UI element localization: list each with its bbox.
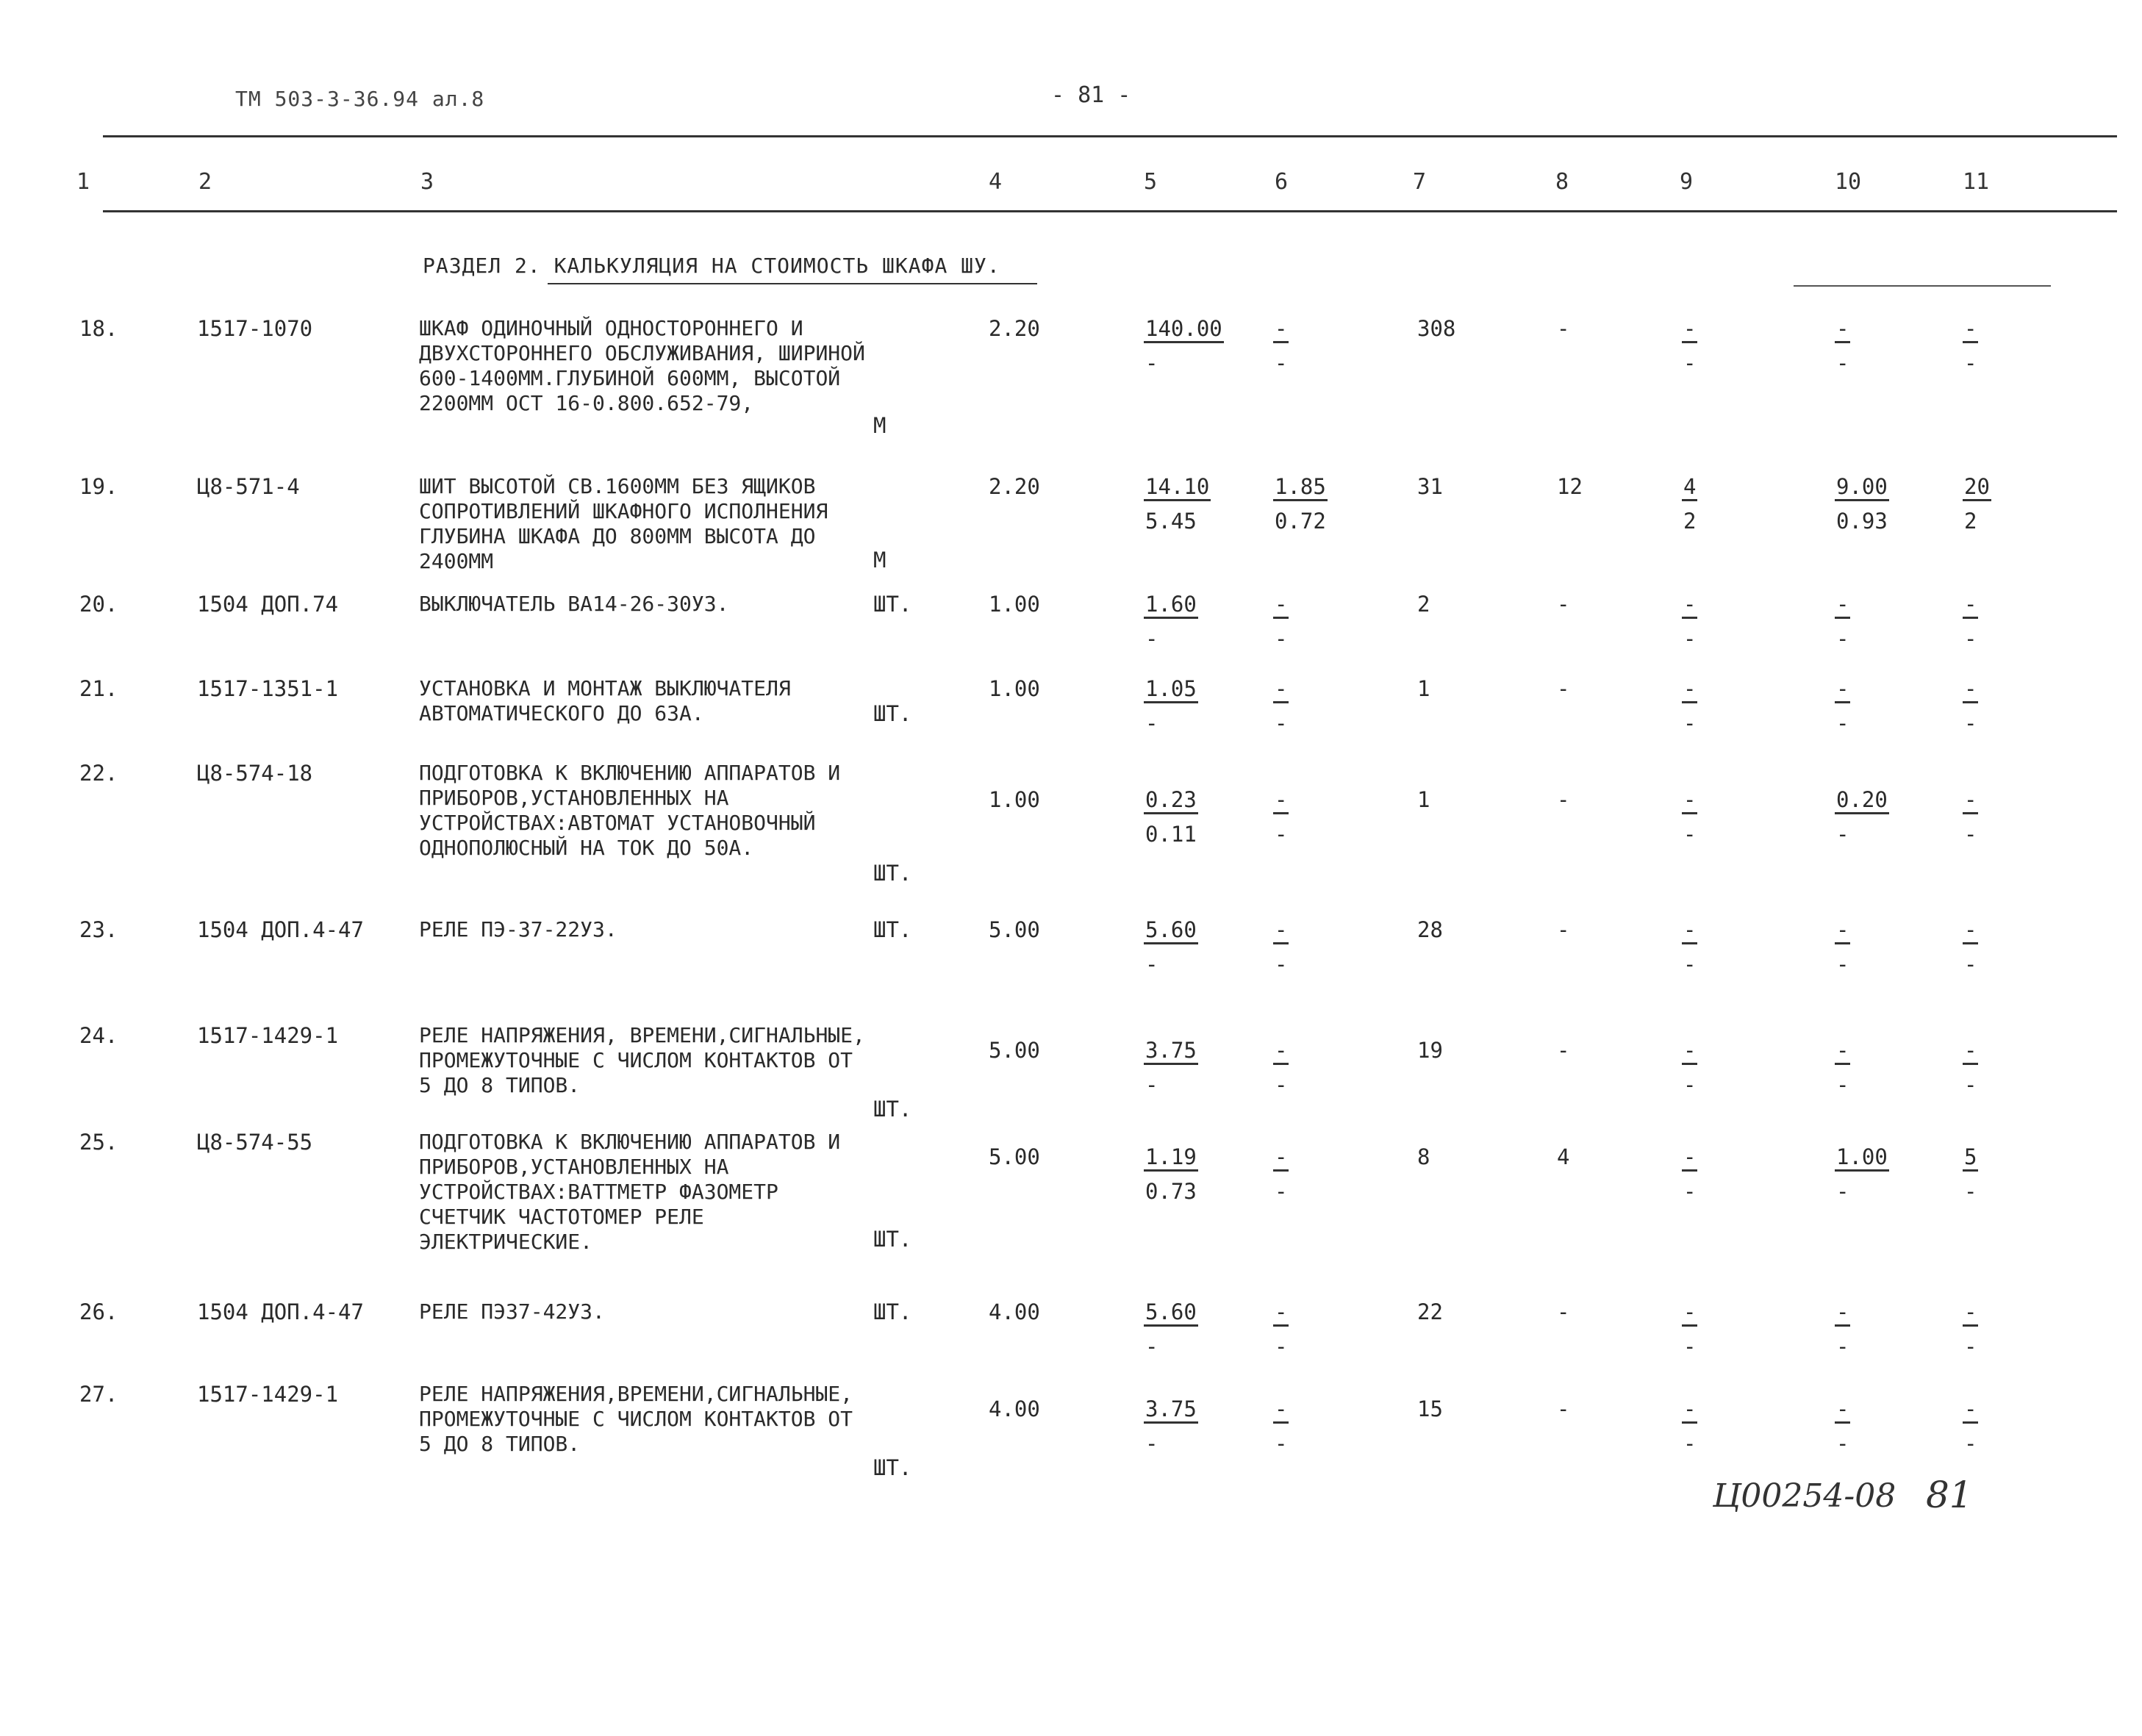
fraction-bottom: -: [1836, 711, 1849, 736]
price-code: 1504 ДОП.4-47: [197, 917, 364, 942]
quantity: 2.20: [989, 474, 1040, 499]
value-cell-c7: 8: [1417, 1144, 1430, 1169]
quantity: 2.20: [989, 316, 1040, 341]
value-cell-c8: -: [1557, 917, 1570, 942]
fraction-bottom: -: [1836, 952, 1849, 977]
quantity: 4.00: [989, 1299, 1040, 1324]
fraction-bottom: -: [1836, 1179, 1849, 1204]
fraction-cell-c9: [1682, 1396, 1697, 1456]
fraction-cell-c5: [1144, 1144, 1198, 1204]
fraction-cell-c11: [1963, 316, 1978, 376]
fraction-cell-c6: [1273, 1299, 1289, 1359]
quantity: 5.00: [989, 1038, 1040, 1063]
price-code: 1517-1351-1: [197, 676, 339, 701]
unit-of-measure: ШТ.: [873, 1299, 912, 1324]
fraction-bottom: -: [1683, 1179, 1697, 1204]
value-cell-c8: -: [1557, 787, 1570, 812]
fraction-cell-c11: [1963, 1299, 1978, 1359]
fraction-cell-c5: [1144, 474, 1211, 534]
fraction-top: -: [1273, 592, 1289, 619]
fraction-cell-c11: [1963, 787, 1978, 847]
fraction-cell-c11: [1963, 1144, 1978, 1204]
fraction-bottom: -: [1275, 822, 1288, 847]
fraction-bottom: 0.72: [1275, 509, 1326, 534]
fraction-bottom: 0.11: [1145, 822, 1197, 847]
value-cell-c7: 2: [1417, 592, 1430, 617]
column-number: 1: [76, 169, 90, 195]
unit-of-measure: М: [873, 548, 886, 573]
quantity: 4.00: [989, 1396, 1040, 1421]
fraction-top: -: [1963, 787, 1978, 814]
value-cell-c7: 1: [1417, 676, 1430, 701]
fraction-cell-c11: [1963, 1038, 1978, 1097]
page-label: - 81 -: [1051, 82, 1131, 108]
fraction-bottom: 2: [1964, 509, 1977, 534]
row-number: 24.: [79, 1023, 118, 1048]
section-title-underline: [1794, 285, 2051, 287]
row-number: 23.: [79, 917, 118, 942]
top-rule: [103, 135, 2117, 137]
fraction-top: 3.75: [1144, 1038, 1198, 1065]
fraction-cell-c9: [1682, 1038, 1697, 1097]
work-description: ШКАФ ОДИНОЧНЫЙ ОДНОСТОРОННЕГО И ДВУХСТОРОННЕГО ОБСЛУЖИВАНИЯ, ШИРИНОЙ 600-1400ММ.ГЛУБИНОЙ 600ММ, ВЫСОТОЙ 2200ММ ОСТ 16-0.800.652-79,: [419, 316, 865, 415]
price-code: 1517-1070: [197, 316, 313, 341]
fraction-cell-c10: [1835, 316, 1850, 376]
column-number: 3: [420, 169, 434, 195]
fraction-bottom: -: [1275, 626, 1288, 651]
fraction-cell-c9: [1682, 592, 1697, 651]
value-cell-c7: 28: [1417, 917, 1443, 942]
fraction-cell-c11: [1963, 474, 1991, 534]
fraction-top: 9.00: [1835, 474, 1889, 501]
fraction-top: -: [1835, 1299, 1850, 1327]
fraction-bottom: -: [1275, 711, 1288, 736]
fraction-cell-c5: [1144, 1299, 1198, 1359]
fraction-bottom: -: [1275, 1072, 1288, 1097]
fraction-bottom: -: [1275, 351, 1288, 376]
fraction-bottom: -: [1964, 711, 1977, 736]
fraction-cell-c9: [1682, 676, 1697, 736]
price-code: Ц8-574-18: [197, 761, 313, 786]
fraction-cell-c9: [1682, 474, 1697, 534]
fraction-bottom: -: [1964, 1334, 1977, 1359]
fraction-cell-c10: [1835, 1396, 1850, 1456]
value-cell-c8: -: [1557, 316, 1570, 341]
fraction-top: -: [1273, 1144, 1289, 1172]
fraction-bottom: -: [1683, 1334, 1697, 1359]
work-description: ШИТ ВЫСОТОЙ СВ.1600ММ БЕЗ ЯЩИКОВ СОПРОТИВЛЕНИЙ ШКАФНОГО ИСПОЛНЕНИЯ ГЛУБИНА ШКАФА ДО 800ММ ВЫСОТА ДО 2400ММ: [419, 474, 828, 573]
fraction-bottom: -: [1964, 626, 1977, 651]
document-reference: ТМ 503-3-36.94 ал.8: [235, 87, 485, 111]
fraction-cell-c10: [1835, 1038, 1850, 1097]
value-cell-c8: 4: [1557, 1144, 1570, 1169]
row-number: 25.: [79, 1130, 118, 1155]
fraction-top: 1.85: [1273, 474, 1328, 501]
work-description: ПОДГОТОВКА К ВКЛЮЧЕНИЮ АППАРАТОВ И ПРИБОРОВ,УСТАНОВЛЕННЫХ НА УСТРОЙСТВАХ:АВТОМАТ УСТАНОВОЧНЫЙ ОДНОПОЛЮСНЫЙ НА ТОК ДО 50А.: [419, 761, 841, 860]
quantity: 5.00: [989, 1144, 1040, 1169]
value-cell-c7: 31: [1417, 474, 1443, 499]
fraction-top: -: [1835, 917, 1850, 944]
value-cell-c8: 12: [1557, 474, 1583, 499]
fraction-top: 20: [1963, 474, 1991, 501]
price-code: 1504 ДОП.4-47: [197, 1299, 364, 1324]
fraction-bottom: -: [1683, 351, 1697, 376]
fraction-bottom: -: [1964, 1179, 1977, 1204]
section-title-underline: [548, 283, 1037, 284]
unit-of-measure: ШТ.: [873, 861, 912, 886]
fraction-top: -: [1835, 1396, 1850, 1424]
work-description: РЕЛЕ ПЭ-37-22У3.: [419, 917, 617, 941]
quantity: 1.00: [989, 787, 1040, 812]
fraction-top: -: [1682, 1396, 1697, 1424]
fraction-top: 5: [1963, 1144, 1978, 1172]
fraction-top: 0.20: [1835, 787, 1889, 814]
fraction-bottom: -: [1683, 626, 1697, 651]
value-cell-c7: 308: [1417, 316, 1456, 341]
fraction-top: 14.10: [1144, 474, 1211, 501]
column-number: 11: [1963, 169, 1990, 195]
fraction-top: -: [1963, 316, 1978, 343]
fraction-bottom: -: [1145, 1431, 1158, 1456]
fraction-top: 0.23: [1144, 787, 1198, 814]
value-cell-c8: -: [1557, 676, 1570, 701]
fraction-top: -: [1682, 316, 1697, 343]
fraction-cell-c5: [1144, 592, 1198, 651]
fraction-top: 4: [1682, 474, 1697, 501]
fraction-bottom: -: [1964, 1431, 1977, 1456]
fraction-bottom: -: [1964, 952, 1977, 977]
fraction-top: 3.75: [1144, 1396, 1198, 1424]
fraction-bottom: -: [1836, 351, 1849, 376]
fraction-top: -: [1682, 1144, 1697, 1172]
fraction-cell-c6: [1273, 1038, 1289, 1097]
fraction-top: -: [1273, 1038, 1289, 1065]
fraction-cell-c10: [1835, 917, 1850, 977]
fraction-cell-c11: [1963, 592, 1978, 651]
fraction-bottom: -: [1275, 952, 1288, 977]
fraction-top: -: [1963, 1299, 1978, 1327]
unit-of-measure: М: [873, 413, 886, 438]
fraction-bottom: 0.73: [1145, 1179, 1197, 1204]
price-code: Ц8-571-4: [197, 474, 300, 499]
fraction-top: -: [1963, 1396, 1978, 1424]
fraction-top: 5.60: [1144, 917, 1198, 944]
footer-page-number: 81: [1926, 1474, 1973, 1516]
fraction-top: -: [1963, 676, 1978, 703]
fraction-cell-c10: [1835, 592, 1850, 651]
column-number: 7: [1413, 169, 1427, 195]
row-number: 19.: [79, 474, 118, 499]
fraction-bottom: -: [1275, 1431, 1288, 1456]
fraction-cell-c6: [1273, 474, 1328, 534]
value-cell-c7: 19: [1417, 1038, 1443, 1063]
header-rule: [103, 210, 2117, 212]
unit-of-measure: ШТ.: [873, 1227, 912, 1252]
column-number: 4: [989, 169, 1003, 195]
fraction-top: -: [1963, 1038, 1978, 1065]
fraction-bottom: -: [1145, 952, 1158, 977]
column-number: 8: [1555, 169, 1569, 195]
value-cell-c8: -: [1557, 1038, 1570, 1063]
row-number: 27.: [79, 1382, 118, 1407]
fraction-bottom: -: [1145, 711, 1158, 736]
work-description: ВЫКЛЮЧАТЕЛЬ ВА14-26-30У3.: [419, 592, 729, 616]
fraction-cell-c6: [1273, 787, 1289, 847]
value-cell-c7: 15: [1417, 1396, 1443, 1421]
unit-of-measure: ШТ.: [873, 917, 912, 942]
fraction-bottom: -: [1275, 1179, 1288, 1204]
fraction-top: -: [1963, 592, 1978, 619]
work-description: РЕЛЕ НАПРЯЖЕНИЯ, ВРЕМЕНИ,СИГНАЛЬНЫЕ, ПРОМЕЖУТОЧНЫЕ С ЧИСЛОМ КОНТАКТОВ ОТ 5 ДО 8 ТИПОВ.: [419, 1023, 865, 1097]
value-cell-c7: 1: [1417, 787, 1430, 812]
section-title: РАЗДЕЛ 2. КАЛЬКУЛЯЦИЯ НА СТОИМОСТЬ ШКАФА ШУ.: [423, 254, 1000, 278]
fraction-top: -: [1273, 787, 1289, 814]
unit-of-measure: ШТ.: [873, 701, 912, 726]
fraction-cell-c11: [1963, 917, 1978, 977]
unit-of-measure: ШТ.: [873, 1455, 912, 1480]
fraction-cell-c9: [1682, 1299, 1697, 1359]
price-code: 1504 ДОП.74: [197, 592, 339, 617]
fraction-cell-c9: [1682, 1144, 1697, 1204]
column-number: 6: [1275, 169, 1289, 195]
work-description: РЕЛЕ ПЭ37-42У3.: [419, 1299, 605, 1324]
fraction-top: -: [1682, 787, 1697, 814]
fraction-top: -: [1835, 592, 1850, 619]
fraction-top: -: [1273, 316, 1289, 343]
fraction-top: 1.05: [1144, 676, 1198, 703]
fraction-bottom: 5.45: [1145, 509, 1197, 534]
fraction-top: -: [1273, 1396, 1289, 1424]
fraction-cell-c10: [1835, 474, 1889, 534]
fraction-cell-c6: [1273, 1144, 1289, 1204]
unit-of-measure: ШТ.: [873, 1097, 912, 1122]
fraction-top: -: [1835, 676, 1850, 703]
fraction-cell-c5: [1144, 316, 1224, 376]
row-number: 26.: [79, 1299, 118, 1324]
fraction-top: -: [1273, 917, 1289, 944]
fraction-cell-c6: [1273, 1396, 1289, 1456]
fraction-bottom: 2: [1683, 509, 1697, 534]
footer-stamp: Ц00254-08: [1713, 1477, 1896, 1515]
column-number: 10: [1835, 169, 1862, 195]
fraction-cell-c6: [1273, 917, 1289, 977]
fraction-cell-c5: [1144, 917, 1198, 977]
fraction-top: -: [1682, 1299, 1697, 1327]
fraction-top: 1.00: [1835, 1144, 1889, 1172]
row-number: 21.: [79, 676, 118, 701]
value-cell-c8: -: [1557, 1299, 1570, 1324]
price-code: Ц8-574-55: [197, 1130, 313, 1155]
column-number: 9: [1680, 169, 1694, 195]
fraction-top: -: [1682, 676, 1697, 703]
fraction-bottom: -: [1145, 351, 1158, 376]
work-description: ПОДГОТОВКА К ВКЛЮЧЕНИЮ АППАРАТОВ И ПРИБОРОВ,УСТАНОВЛЕННЫХ НА УСТРОЙСТВАХ:ВАТТМЕТР ФАЗОМЕТР СЧЕТЧИК ЧАСТОТОМЕР РЕЛЕ ЭЛЕКТРИЧЕСКИЕ.: [419, 1130, 841, 1254]
fraction-bottom: -: [1964, 351, 1977, 376]
fraction-cell-c9: [1682, 316, 1697, 376]
fraction-bottom: -: [1145, 626, 1158, 651]
fraction-bottom: -: [1836, 1072, 1849, 1097]
fraction-top: -: [1682, 917, 1697, 944]
column-number: 2: [198, 169, 212, 195]
fraction-bottom: 0.93: [1836, 509, 1888, 534]
fraction-bottom: -: [1683, 711, 1697, 736]
fraction-cell-c6: [1273, 676, 1289, 736]
value-cell-c8: -: [1557, 592, 1570, 617]
fraction-cell-c9: [1682, 917, 1697, 977]
fraction-bottom: -: [1836, 822, 1849, 847]
row-number: 18.: [79, 316, 118, 341]
value-cell-c7: 22: [1417, 1299, 1443, 1324]
fraction-bottom: -: [1836, 1431, 1849, 1456]
fraction-bottom: -: [1275, 1334, 1288, 1359]
fraction-cell-c5: [1144, 787, 1198, 847]
work-description: РЕЛЕ НАПРЯЖЕНИЯ,ВРЕМЕНИ,СИГНАЛЬНЫЕ, ПРОМЕЖУТОЧНЫЕ С ЧИСЛОМ КОНТАКТОВ ОТ 5 ДО 8 ТИПОВ.: [419, 1382, 853, 1456]
price-code: 1517-1429-1: [197, 1382, 339, 1407]
fraction-top: 1.60: [1144, 592, 1198, 619]
unit-of-measure: ШТ.: [873, 592, 912, 617]
fraction-cell-c10: [1835, 1299, 1850, 1359]
fraction-top: 140.00: [1144, 316, 1224, 343]
fraction-bottom: -: [1683, 822, 1697, 847]
fraction-top: 5.60: [1144, 1299, 1198, 1327]
fraction-top: -: [1835, 1038, 1850, 1065]
fraction-cell-c5: [1144, 1038, 1198, 1097]
quantity: 1.00: [989, 592, 1040, 617]
fraction-top: -: [1273, 1299, 1289, 1327]
row-number: 20.: [79, 592, 118, 617]
fraction-top: 1.19: [1144, 1144, 1198, 1172]
fraction-bottom: -: [1683, 952, 1697, 977]
fraction-bottom: -: [1683, 1072, 1697, 1097]
fraction-top: -: [1682, 1038, 1697, 1065]
column-number: 5: [1144, 169, 1158, 195]
fraction-bottom: -: [1145, 1072, 1158, 1097]
fraction-bottom: -: [1836, 626, 1849, 651]
fraction-bottom: -: [1683, 1431, 1697, 1456]
fraction-top: -: [1835, 316, 1850, 343]
fraction-top: -: [1963, 917, 1978, 944]
fraction-cell-c11: [1963, 676, 1978, 736]
fraction-cell-c11: [1963, 1396, 1978, 1456]
fraction-cell-c5: [1144, 676, 1198, 736]
value-cell-c8: -: [1557, 1396, 1570, 1421]
fraction-bottom: -: [1145, 1334, 1158, 1359]
fraction-cell-c10: [1835, 787, 1889, 847]
fraction-cell-c9: [1682, 787, 1697, 847]
row-number: 22.: [79, 761, 118, 786]
fraction-cell-c10: [1835, 676, 1850, 736]
fraction-top: -: [1682, 592, 1697, 619]
fraction-bottom: -: [1964, 1072, 1977, 1097]
fraction-bottom: -: [1964, 822, 1977, 847]
fraction-cell-c6: [1273, 592, 1289, 651]
fraction-cell-c6: [1273, 316, 1289, 376]
quantity: 1.00: [989, 676, 1040, 701]
fraction-cell-c10: [1835, 1144, 1889, 1204]
price-code: 1517-1429-1: [197, 1023, 339, 1048]
fraction-bottom: -: [1836, 1334, 1849, 1359]
quantity: 5.00: [989, 917, 1040, 942]
work-description: УСТАНОВКА И МОНТАЖ ВЫКЛЮЧАТЕЛЯ АВТОМАТИЧЕСКОГО ДО 63А.: [419, 676, 791, 725]
fraction-top: -: [1273, 676, 1289, 703]
fraction-cell-c5: [1144, 1396, 1198, 1456]
